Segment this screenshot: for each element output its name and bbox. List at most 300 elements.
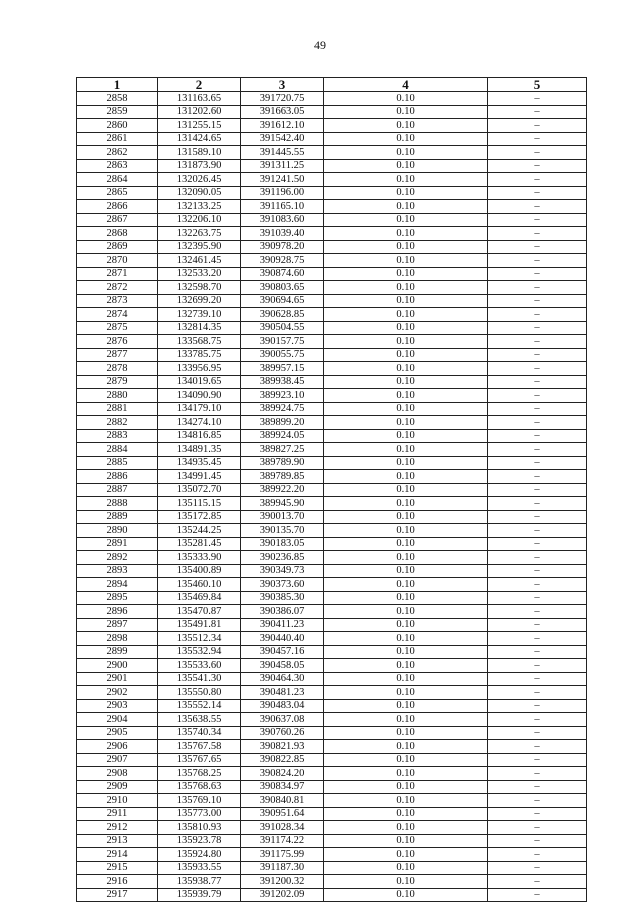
table-cell-col-2: 135115.15: [158, 497, 241, 511]
table-cell-col-5: –: [488, 740, 587, 754]
table-cell-col-4: 0.10: [324, 645, 488, 659]
table-cell-col-5: –: [488, 416, 587, 430]
table-cell-col-1: 2907: [77, 753, 158, 767]
table-cell-col-4: 0.10: [324, 510, 488, 524]
table-cell-col-1: 2905: [77, 726, 158, 740]
table-row: [77, 821, 587, 835]
table-cell-col-1: 2878: [77, 362, 158, 376]
table-cell-col-2: 134019.65: [158, 375, 241, 389]
table-cell-col-5: –: [488, 429, 587, 443]
table-cell-col-1: 2864: [77, 173, 158, 187]
table-cell-col-4: 0.10: [324, 807, 488, 821]
table-cell-col-1: 2887: [77, 483, 158, 497]
table-cell-col-4: 0.10: [324, 618, 488, 632]
table-cell-col-3: 390386.07: [241, 605, 324, 619]
table-cell-col-4: 0.10: [324, 753, 488, 767]
table-row: [77, 861, 587, 875]
table-cell-col-5: –: [488, 281, 587, 295]
table-cell-col-2: 135400.89: [158, 564, 241, 578]
table-row: [77, 645, 587, 659]
table-cell-col-5: –: [488, 92, 587, 106]
table-cell-col-5: –: [488, 645, 587, 659]
table-row: [77, 470, 587, 484]
table-cell-col-3: 390464.30: [241, 672, 324, 686]
table-cell-col-3: 390458.05: [241, 659, 324, 673]
table-cell-col-1: 2870: [77, 254, 158, 268]
table-cell-col-4: 0.10: [324, 375, 488, 389]
table-cell-col-2: 135491.81: [158, 618, 241, 632]
table-row: [77, 483, 587, 497]
table-cell-col-1: 2871: [77, 267, 158, 281]
table-cell-col-3: 390803.65: [241, 281, 324, 295]
table-cell-col-1: 2867: [77, 213, 158, 227]
table-cell-col-2: 131163.65: [158, 92, 241, 106]
table-cell-col-4: 0.10: [324, 92, 488, 106]
table-cell-col-2: 132090.05: [158, 186, 241, 200]
table-cell-col-4: 0.10: [324, 173, 488, 187]
table-cell-col-5: –: [488, 456, 587, 470]
table-row: [77, 699, 587, 713]
table-cell-col-2: 132206.10: [158, 213, 241, 227]
table-cell-col-2: 134816.85: [158, 429, 241, 443]
table-cell-col-2: 135172.85: [158, 510, 241, 524]
table-cell-col-3: 389957.15: [241, 362, 324, 376]
table-cell-col-1: 2906: [77, 740, 158, 754]
table-row: [77, 146, 587, 160]
table-cell-col-3: 390874.60: [241, 267, 324, 281]
table-row: [77, 740, 587, 754]
table-cell-col-4: 0.10: [324, 456, 488, 470]
table-cell-col-2: 135810.93: [158, 821, 241, 835]
table-cell-col-4: 0.10: [324, 389, 488, 403]
table-cell-col-2: 132598.70: [158, 281, 241, 295]
table-cell-col-1: 2868: [77, 227, 158, 241]
table-cell-col-5: –: [488, 308, 587, 322]
table-cell-col-4: 0.10: [324, 335, 488, 349]
table-cell-col-4: 0.10: [324, 834, 488, 848]
table-cell-col-3: 391175.99: [241, 848, 324, 862]
table-cell-col-3: 390236.85: [241, 551, 324, 565]
table-cell-col-1: 2877: [77, 348, 158, 362]
table-row: [77, 510, 587, 524]
table-cell-col-2: 132026.45: [158, 173, 241, 187]
table-row: [77, 186, 587, 200]
table-row: [77, 402, 587, 416]
table-row: [77, 308, 587, 322]
table-row: [77, 659, 587, 673]
table-cell-col-3: 390628.85: [241, 308, 324, 322]
table-cell-col-3: 391445.55: [241, 146, 324, 160]
table-cell-col-3: 391612.10: [241, 119, 324, 133]
table-cell-col-2: 132699.20: [158, 294, 241, 308]
table-cell-col-5: –: [488, 254, 587, 268]
table-cell-col-5: –: [488, 200, 587, 214]
table-cell-col-2: 135470.87: [158, 605, 241, 619]
table-cell-col-1: 2875: [77, 321, 158, 335]
table-body: [77, 92, 587, 902]
table-cell-col-1: 2874: [77, 308, 158, 322]
table-cell-col-3: 390951.64: [241, 807, 324, 821]
table-cell-col-3: 391200.32: [241, 875, 324, 889]
column-header-4: 4: [324, 78, 488, 92]
table-row: [77, 456, 587, 470]
table-cell-col-4: 0.10: [324, 132, 488, 146]
table-cell-col-1: 2858: [77, 92, 158, 106]
table-cell-col-5: –: [488, 510, 587, 524]
table-cell-col-5: –: [488, 780, 587, 794]
table-cell-col-4: 0.10: [324, 699, 488, 713]
table-cell-col-2: 133785.75: [158, 348, 241, 362]
table-cell-col-1: 2901: [77, 672, 158, 686]
table-cell-col-3: 389789.90: [241, 456, 324, 470]
table-row: [77, 375, 587, 389]
table-cell-col-3: 390928.75: [241, 254, 324, 268]
table-cell-col-1: 2910: [77, 794, 158, 808]
table-cell-col-3: 390821.93: [241, 740, 324, 754]
table-cell-col-3: 390637.08: [241, 713, 324, 727]
table-cell-col-4: 0.10: [324, 281, 488, 295]
table-cell-col-3: 390457.16: [241, 645, 324, 659]
table-cell-col-5: –: [488, 794, 587, 808]
table-cell-col-4: 0.10: [324, 578, 488, 592]
table-cell-col-2: 134891.35: [158, 443, 241, 457]
table-cell-col-3: 390373.60: [241, 578, 324, 592]
table-cell-col-2: 132533.20: [158, 267, 241, 281]
table-cell-col-3: 390840.81: [241, 794, 324, 808]
table-cell-col-1: 2865: [77, 186, 158, 200]
table-row: [77, 254, 587, 268]
table-cell-col-2: 133568.75: [158, 335, 241, 349]
table-cell-col-4: 0.10: [324, 443, 488, 457]
table-cell-col-2: 131589.10: [158, 146, 241, 160]
table-row: [77, 686, 587, 700]
table-cell-col-4: 0.10: [324, 672, 488, 686]
table-cell-col-3: 390483.04: [241, 699, 324, 713]
table-cell-col-1: 2904: [77, 713, 158, 727]
table-cell-col-4: 0.10: [324, 537, 488, 551]
table-cell-col-1: 2880: [77, 389, 158, 403]
table-cell-col-5: –: [488, 672, 587, 686]
table-cell-col-5: –: [488, 186, 587, 200]
table-cell-col-5: –: [488, 551, 587, 565]
table-cell-col-4: 0.10: [324, 483, 488, 497]
table-cell-col-1: 2888: [77, 497, 158, 511]
table-cell-col-3: 391165.10: [241, 200, 324, 214]
table-row: [77, 92, 587, 106]
table-cell-col-4: 0.10: [324, 497, 488, 511]
table-cell-col-2: 135939.79: [158, 888, 241, 902]
table-cell-col-1: 2884: [77, 443, 158, 457]
table-cell-col-3: 390157.75: [241, 335, 324, 349]
table-cell-col-3: 390760.26: [241, 726, 324, 740]
table-cell-col-1: 2893: [77, 564, 158, 578]
table-cell-col-5: –: [488, 861, 587, 875]
table-cell-col-3: 389922.20: [241, 483, 324, 497]
table-cell-col-3: 390385.30: [241, 591, 324, 605]
table-cell-col-5: –: [488, 875, 587, 889]
table-cell-col-2: 135469.84: [158, 591, 241, 605]
table-cell-col-5: –: [488, 767, 587, 781]
table-header-row: [77, 78, 587, 92]
table-cell-col-4: 0.10: [324, 713, 488, 727]
table-cell-col-4: 0.10: [324, 794, 488, 808]
table-cell-col-5: –: [488, 537, 587, 551]
table-cell-col-3: 390055.75: [241, 348, 324, 362]
table-cell-col-3: 391542.40: [241, 132, 324, 146]
table-cell-col-1: 2860: [77, 119, 158, 133]
table-cell-col-5: –: [488, 119, 587, 133]
table-cell-col-1: 2869: [77, 240, 158, 254]
table-row: [77, 780, 587, 794]
table-cell-col-1: 2903: [77, 699, 158, 713]
table-cell-col-1: 2886: [77, 470, 158, 484]
table-cell-col-1: 2899: [77, 645, 158, 659]
table-cell-col-4: 0.10: [324, 240, 488, 254]
table-row: [77, 213, 587, 227]
table-cell-col-1: 2883: [77, 429, 158, 443]
table-cell-col-4: 0.10: [324, 213, 488, 227]
table-cell-col-5: –: [488, 483, 587, 497]
table-cell-col-2: 134179.10: [158, 402, 241, 416]
table-cell-col-1: 2908: [77, 767, 158, 781]
table-row: [77, 888, 587, 902]
table-row: [77, 348, 587, 362]
table-cell-col-3: 390349.73: [241, 564, 324, 578]
table-cell-col-4: 0.10: [324, 429, 488, 443]
table-row: [77, 726, 587, 740]
table-cell-col-3: 390824.20: [241, 767, 324, 781]
table-cell-col-4: 0.10: [324, 267, 488, 281]
table-cell-col-5: –: [488, 726, 587, 740]
table-cell-col-3: 389789.85: [241, 470, 324, 484]
table-cell-col-5: –: [488, 227, 587, 241]
table-cell-col-2: 135281.45: [158, 537, 241, 551]
table-cell-col-2: 131255.15: [158, 119, 241, 133]
table-cell-col-3: 390013.70: [241, 510, 324, 524]
table-cell-col-5: –: [488, 146, 587, 160]
table-row: [77, 807, 587, 821]
table-cell-col-1: 2911: [77, 807, 158, 821]
table-cell-col-4: 0.10: [324, 524, 488, 538]
table-row: [77, 537, 587, 551]
table-cell-col-1: 2897: [77, 618, 158, 632]
table-cell-col-4: 0.10: [324, 740, 488, 754]
table-cell-col-2: 135767.65: [158, 753, 241, 767]
table-row: [77, 132, 587, 146]
table-cell-col-5: –: [488, 159, 587, 173]
table-row: [77, 443, 587, 457]
table-cell-col-2: 135923.78: [158, 834, 241, 848]
table-cell-col-5: –: [488, 686, 587, 700]
table-cell-col-4: 0.10: [324, 470, 488, 484]
table-cell-col-1: 2917: [77, 888, 158, 902]
table-cell-col-2: 135638.55: [158, 713, 241, 727]
table-row: [77, 200, 587, 214]
table-cell-col-4: 0.10: [324, 348, 488, 362]
table-cell-col-5: –: [488, 618, 587, 632]
table-cell-col-4: 0.10: [324, 861, 488, 875]
table-cell-col-2: 135333.90: [158, 551, 241, 565]
table-row: [77, 335, 587, 349]
table-cell-col-4: 0.10: [324, 159, 488, 173]
table-row: [77, 227, 587, 241]
table-cell-col-5: –: [488, 470, 587, 484]
table-cell-col-3: 389924.05: [241, 429, 324, 443]
table-cell-col-4: 0.10: [324, 605, 488, 619]
table-cell-col-2: 135541.30: [158, 672, 241, 686]
table-cell-col-3: 391311.25: [241, 159, 324, 173]
table-cell-col-1: 2862: [77, 146, 158, 160]
table-cell-col-4: 0.10: [324, 686, 488, 700]
table-cell-col-4: 0.10: [324, 146, 488, 160]
table-cell-col-3: 389899.20: [241, 416, 324, 430]
table-cell-col-2: 135769.10: [158, 794, 241, 808]
table-cell-col-4: 0.10: [324, 321, 488, 335]
table-cell-col-3: 391039.40: [241, 227, 324, 241]
table-cell-col-3: 391202.09: [241, 888, 324, 902]
table-cell-col-2: 132395.90: [158, 240, 241, 254]
table-cell-col-3: 390834.97: [241, 780, 324, 794]
table-cell-col-1: 2863: [77, 159, 158, 173]
table-cell-col-5: –: [488, 632, 587, 646]
table-cell-col-3: 389827.25: [241, 443, 324, 457]
table-cell-col-4: 0.10: [324, 254, 488, 268]
table-cell-col-3: 390694.65: [241, 294, 324, 308]
table-cell-col-4: 0.10: [324, 227, 488, 241]
table-cell-col-1: 2916: [77, 875, 158, 889]
table-cell-col-2: 135768.25: [158, 767, 241, 781]
table-row: [77, 753, 587, 767]
table-cell-col-2: 135550.80: [158, 686, 241, 700]
table-cell-col-1: 2872: [77, 281, 158, 295]
table-row: [77, 578, 587, 592]
table-cell-col-3: 391241.50: [241, 173, 324, 187]
table-cell-col-4: 0.10: [324, 402, 488, 416]
table-cell-col-3: 390504.55: [241, 321, 324, 335]
table-cell-col-1: 2866: [77, 200, 158, 214]
table-cell-col-1: 2914: [77, 848, 158, 862]
table-cell-col-4: 0.10: [324, 726, 488, 740]
table-cell-col-2: 131873.90: [158, 159, 241, 173]
table-cell-col-4: 0.10: [324, 591, 488, 605]
table-row: [77, 105, 587, 119]
table-cell-col-2: 134935.45: [158, 456, 241, 470]
table-cell-col-1: 2891: [77, 537, 158, 551]
table-cell-col-3: 391663.05: [241, 105, 324, 119]
table-cell-col-1: 2898: [77, 632, 158, 646]
table-cell-col-3: 391174.22: [241, 834, 324, 848]
table-row: [77, 713, 587, 727]
table-cell-col-1: 2912: [77, 821, 158, 835]
table-cell-col-3: 389938.45: [241, 375, 324, 389]
table-cell-col-2: 135533.60: [158, 659, 241, 673]
table-cell-col-3: 391028.34: [241, 821, 324, 835]
table-row: [77, 416, 587, 430]
table-cell-col-3: 391720.75: [241, 92, 324, 106]
table-cell-col-2: 132814.35: [158, 321, 241, 335]
table-cell-col-2: 131424.65: [158, 132, 241, 146]
table-row: [77, 159, 587, 173]
table-cell-col-2: 135768.63: [158, 780, 241, 794]
table-row: [77, 834, 587, 848]
table-cell-col-1: 2859: [77, 105, 158, 119]
table-cell-col-4: 0.10: [324, 564, 488, 578]
table-cell-col-4: 0.10: [324, 780, 488, 794]
table-cell-col-4: 0.10: [324, 362, 488, 376]
column-header-1: 1: [77, 78, 158, 92]
table-cell-col-5: –: [488, 807, 587, 821]
table-cell-col-1: 2882: [77, 416, 158, 430]
table-cell-col-4: 0.10: [324, 308, 488, 322]
table-row: [77, 875, 587, 889]
table-cell-col-5: –: [488, 348, 587, 362]
table-row: [77, 632, 587, 646]
table-cell-col-5: –: [488, 335, 587, 349]
table-cell-col-1: 2913: [77, 834, 158, 848]
table-cell-col-5: –: [488, 834, 587, 848]
table-row: [77, 267, 587, 281]
table-cell-col-4: 0.10: [324, 186, 488, 200]
table-cell-col-2: 135938.77: [158, 875, 241, 889]
table-cell-col-1: 2876: [77, 335, 158, 349]
table-cell-col-5: –: [488, 564, 587, 578]
table-cell-col-1: 2881: [77, 402, 158, 416]
table-row: [77, 618, 587, 632]
table-cell-col-1: 2889: [77, 510, 158, 524]
table-row: [77, 281, 587, 295]
table-cell-col-2: 135460.10: [158, 578, 241, 592]
table-cell-col-3: 390978.20: [241, 240, 324, 254]
table-row: [77, 564, 587, 578]
table-cell-col-2: 135924.80: [158, 848, 241, 862]
table-cell-col-5: –: [488, 591, 587, 605]
table-cell-col-2: 135512.34: [158, 632, 241, 646]
table-cell-col-4: 0.10: [324, 200, 488, 214]
table-cell-col-5: –: [488, 105, 587, 119]
table-row: [77, 524, 587, 538]
table-cell-col-2: 132739.10: [158, 308, 241, 322]
table-cell-col-4: 0.10: [324, 119, 488, 133]
table-cell-col-5: –: [488, 659, 587, 673]
table-cell-col-1: 2909: [77, 780, 158, 794]
table-cell-col-4: 0.10: [324, 659, 488, 673]
table-row: [77, 605, 587, 619]
table-row: [77, 240, 587, 254]
table-cell-col-5: –: [488, 524, 587, 538]
table-cell-col-2: 132461.45: [158, 254, 241, 268]
table-cell-col-2: 132263.75: [158, 227, 241, 241]
table-cell-col-2: 135072.70: [158, 483, 241, 497]
table-cell-col-1: 2873: [77, 294, 158, 308]
table-cell-col-4: 0.10: [324, 888, 488, 902]
table-cell-col-2: 134090.90: [158, 389, 241, 403]
table-row: [77, 848, 587, 862]
table-cell-col-2: 135244.25: [158, 524, 241, 538]
table-cell-col-5: –: [488, 362, 587, 376]
table-cell-col-5: –: [488, 213, 587, 227]
table-cell-col-5: –: [488, 848, 587, 862]
column-header-2: 2: [158, 78, 241, 92]
table-row: [77, 389, 587, 403]
table-cell-col-5: –: [488, 605, 587, 619]
table-cell-col-1: 2879: [77, 375, 158, 389]
table-cell-col-4: 0.10: [324, 848, 488, 862]
table-cell-col-4: 0.10: [324, 416, 488, 430]
table-cell-col-3: 391196.00: [241, 186, 324, 200]
table-cell-col-5: –: [488, 713, 587, 727]
table-cell-col-3: 390135.70: [241, 524, 324, 538]
table-cell-col-2: 135773.00: [158, 807, 241, 821]
